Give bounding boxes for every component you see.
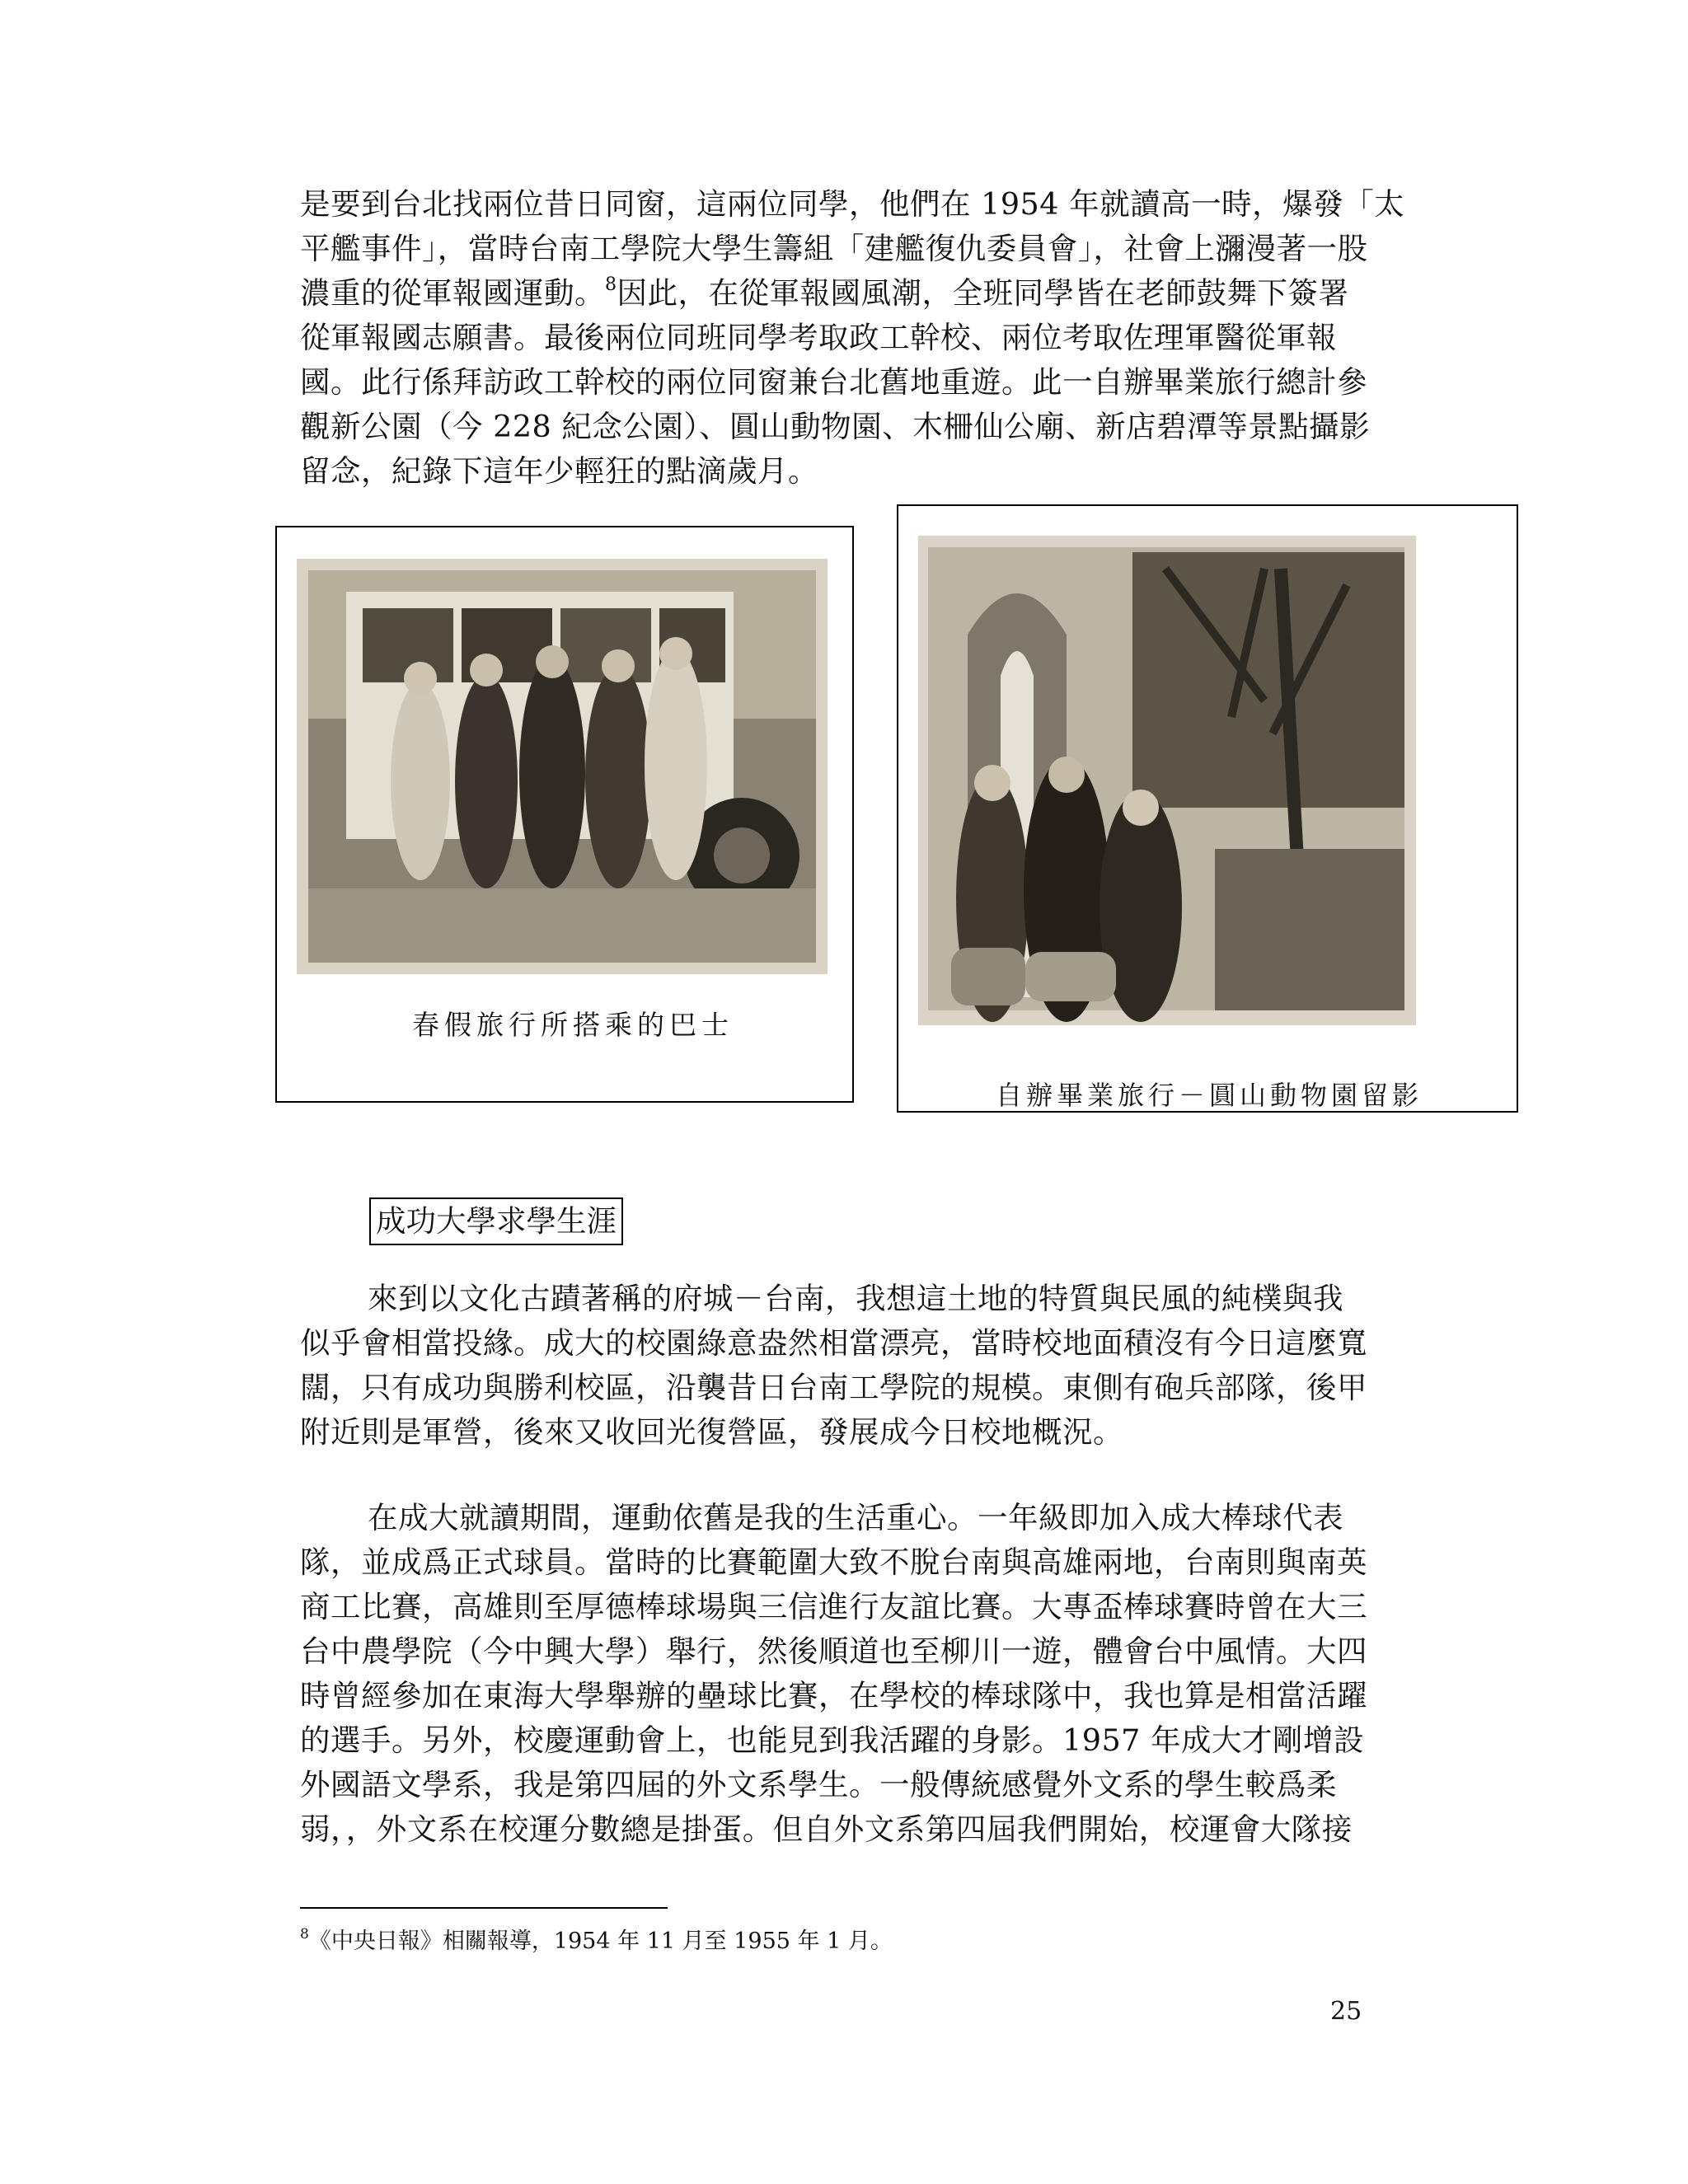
- footnote-text: 《中央日報》相關報導，1954 年 11 月至 1955 年 1 月。: [308, 1929, 893, 1954]
- paragraph-line: 商工比賽，高雄則至厚德棒球場與三信進行友誼比賽。大專盃棒球賽時曾在大三: [300, 1589, 1367, 1624]
- footnote-reference[interactable]: 8: [605, 274, 617, 295]
- paragraph-line: 闊，只有成功與勝利校區，沿襲昔日台南工學院的規模。東側有砲兵部隊，後甲: [300, 1370, 1367, 1405]
- footnote-divider: [300, 1907, 668, 1909]
- paragraph-line: 從軍報國志願書。最後兩位同班同學考取政工幹校、兩位考取佐理軍醫從軍報: [300, 320, 1337, 355]
- figure-zoo-photo: [897, 504, 1518, 1113]
- paragraph-line: [300, 271, 1362, 316]
- paragraph-line: 觀新公園（今 228 紀念公園）、圓山動物園、木柵仙公廟、新店碧潭等景點攝影: [300, 409, 1371, 444]
- zoo-photo: [918, 536, 1416, 1025]
- page-number: 25: [1330, 1997, 1362, 2026]
- paragraph-line: 留念，紀錄下這年少輕狂的點滴歲月。: [300, 453, 818, 489]
- footnote: [300, 1927, 893, 1957]
- paragraph-1: [300, 182, 1405, 494]
- paragraph-line: 似乎會相當投緣。成大的校園綠意盎然相當漂亮，當時校地面積沒有今日這麼寬: [300, 1325, 1367, 1361]
- paragraph-line-segment: 因此，在從軍報國風潮，全班同學皆在老師鼓舞下簽署: [617, 275, 1349, 311]
- paragraph-line: 國。此行係拜訪政工幹校的兩位同窗兼台北舊地重遊。此一自辦畢業旅行總計參: [300, 364, 1367, 400]
- bus-photo-image: [297, 559, 828, 974]
- paragraph-line: 隊，並成爲正式球員。當時的比賽範圍大致不脫台南與高雄兩地，台南則與南英: [300, 1544, 1367, 1580]
- bus-photo: [297, 559, 828, 974]
- paragraph-line: 外國語文學系，我是第四屆的外文系學生。一般傳統感覺外文系的學生較爲柔: [300, 1767, 1337, 1802]
- paragraph-2: [300, 1277, 1367, 1455]
- paragraph-3: [300, 1496, 1367, 1852]
- footnote-number: 8: [300, 1926, 309, 1943]
- section-heading: 成功大學求學生涯: [369, 1197, 623, 1245]
- paragraph-line-segment: 濃重的從軍報國運動。: [300, 275, 605, 311]
- zoo-photo-image: [918, 536, 1416, 1025]
- paragraph-line: 在成大就讀期間，運動依舊是我的生活重心。一年級即加入成大棒球代表: [368, 1500, 1343, 1535]
- paragraph-line: 來到以文化古蹟著稱的府城－台南，我想這土地的特質與民風的純樸與我: [368, 1281, 1343, 1316]
- paragraph-line: 弱，，外文系在校運分數總是掛蛋。但自外文系第四屆我們開始，校運會大隊接: [300, 1811, 1353, 1847]
- figure-caption-left: 春假旅行所搭乘的巴士: [412, 1009, 734, 1041]
- paragraph-line: 附近則是軍營，後來又收回光復營區，發展成今日校地概況。: [300, 1414, 1123, 1450]
- paragraph-line: 平艦事件」，當時台南工學院大學生籌組「建艦復仇委員會」，社會上瀰漫著一股: [300, 231, 1368, 266]
- paragraph-line: 台中農學院（今中興大學）舉行，然後順道也至柳川一遊，體會台中風情。大四: [300, 1633, 1367, 1669]
- paragraph-line: 是要到台北找兩位昔日同窗，這兩位同學，他們在 1954 年就讀高一時，爆發「太: [300, 186, 1405, 222]
- paragraph-line: 時曾經參加在東海大學舉辦的壘球比賽，在學校的棒球隊中，我也算是相當活躍: [300, 1678, 1367, 1713]
- figure-bus-photo: [275, 526, 854, 1103]
- figure-caption-right: 自辦畢業旅行－圓山動物園留影: [996, 1080, 1423, 1111]
- paragraph-line: 的選手。另外，校慶運動會上，也能見到我活躍的身影。1957 年成大才剛增設: [300, 1722, 1364, 1758]
